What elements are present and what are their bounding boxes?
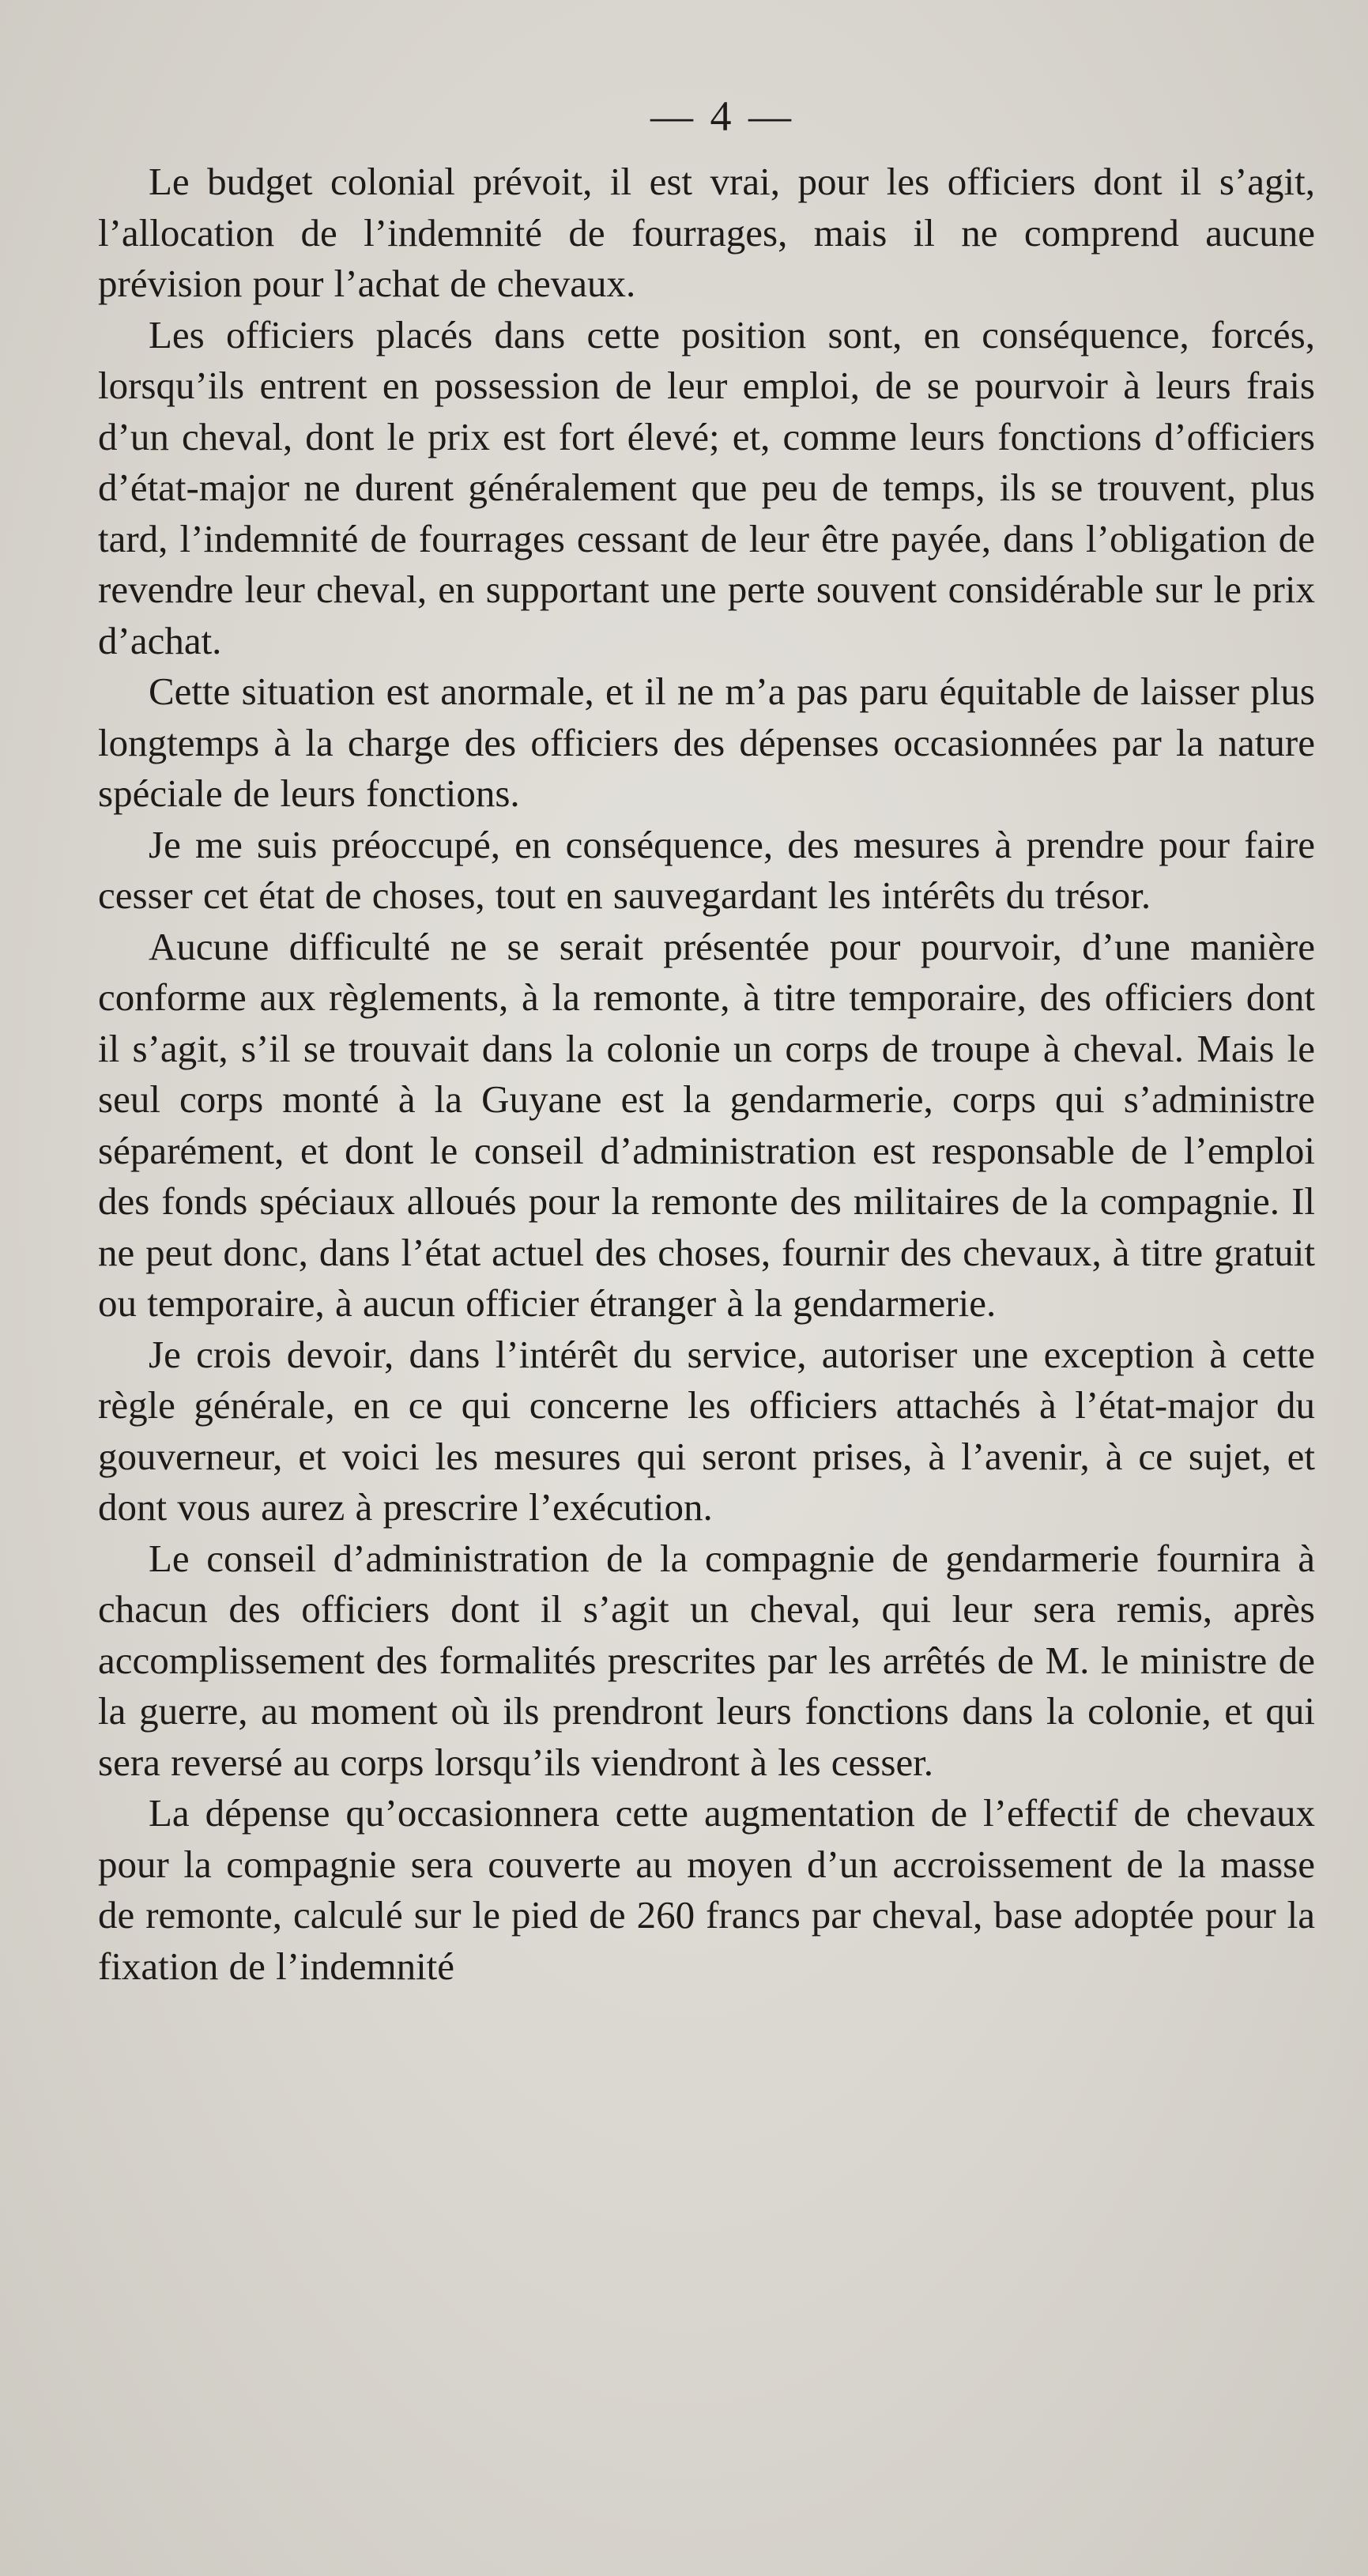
paragraph-6: Je crois devoir, dans l’intérêt du service, autoriser une exception à cette règle générale, en ce qui concerne les officiers attachés à l’état-major du gouverneur, et voici les mesures qui seront prises, à l’avenir, à ce sujet, et dont vous aurez à prescrire l’exécution. — [98, 1332, 1315, 1529]
paragraph-5: Aucune difficulté ne se serait présentée pour pourvoir, d’une manière conforme aux règlements, à la remonte, à titre temporaire, des officiers dont il s’agit, s’il se trouvait dans la colonie un corps de troupe à cheval. Mais le seul corps monté à la Guyane est la gendarmerie, corps qui s’administre séparément, et dont le conseil d’administration est responsable de l’emploi des fonds spéciaux alloués pour la remonte des militaires de la compagnie. Il ne peut donc, dans l’état actuel des choses, fournir des chevaux, à titre gratuit ou temporaire, à aucun officier étranger à la gendarmerie. — [98, 924, 1315, 1325]
paragraph-8: La dépense qu’occasionnera cette augmentation de l’effectif de chevaux pour la compagnie sera couverte au moyen d’un accroissement de la masse de remonte, calculé sur le pied de 260 francs par cheval, base adoptée pour la fixation de l’indemnité — [98, 1791, 1315, 1988]
paragraph-4: Je me suis préoccupé, en conséquence, des mesures à prendre pour faire cesser cet état de choses, tout en sauvegardant les intérêts du trésor. — [98, 822, 1315, 917]
paragraph-7: Le conseil d’administration de la compagnie de gendarmerie fournira à chacun des officiers dont il s’agit un cheval, qui leur sera remis, après accomplissement des formalités prescrites par les arrêtés de M. le ministre de la guerre, au moment où ils prendront leurs fonctions dans la colonie, et qui sera reversé au corps lorsqu’ils viendront à les cesser. — [98, 1536, 1315, 1784]
paragraph-3: Cette situation est anormale, et il ne m’a pas paru équitable de laisser plus longtemps à la charge des officiers des dépenses occasionnées par la nature spéciale de leurs fonctions. — [98, 669, 1315, 815]
page-number: — 4 — — [650, 92, 794, 140]
paragraph-2: Les officiers placés dans cette position sont, en conséquence, forcés, lorsqu’ils entrent en possession de leur emploi, de se pourvoir à leurs frais d’un cheval, dont le prix est fort élevé; et, comme leurs fonctions d’officiers d’état-major ne durent généralement que peu de temps, ils se trouvent, plus tard, l’indemnité de fourrages cessant de leur être payée, dans l’obligation de revendre leur cheval, en supportant une perte souvent considérable sur le prix d’achat. — [98, 312, 1315, 662]
document-page — [98, 92, 1315, 2514]
paragraph-1: Le budget colonial prévoit, il est vrai, pour les officiers dont il s’agit, l’allocation de l’indemnité de fourrages, mais il ne comprend aucune prévision pour l’achat de chevaux. — [98, 160, 1315, 305]
